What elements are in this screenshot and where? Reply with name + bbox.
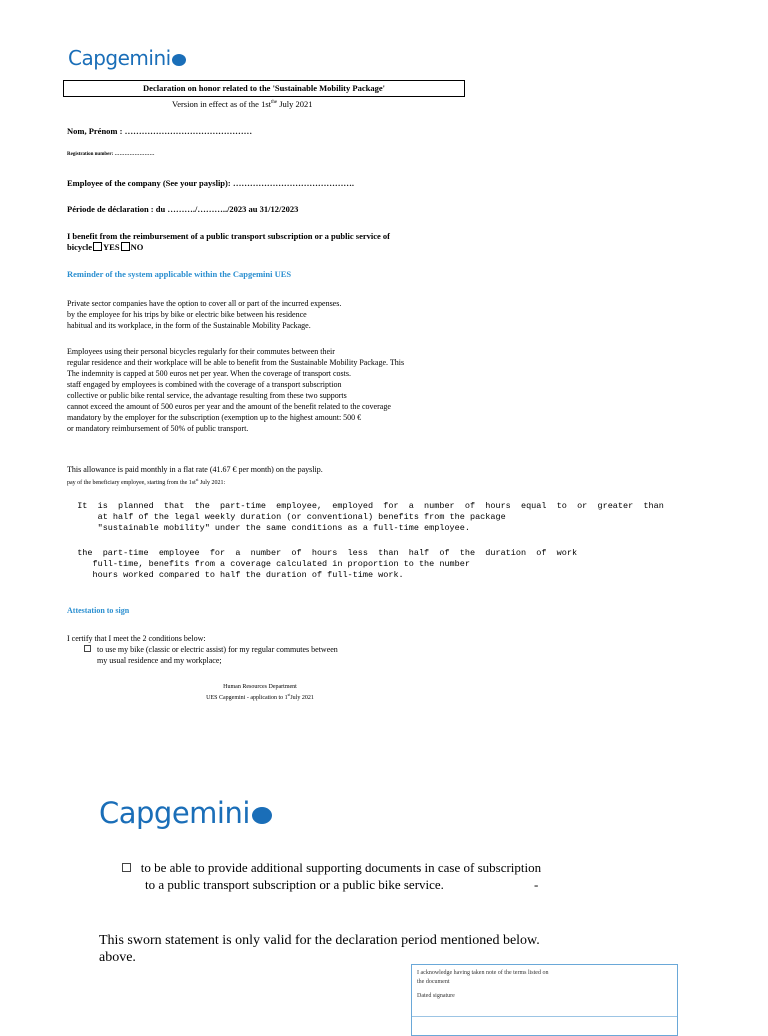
footer-sup: st bbox=[287, 692, 291, 697]
para2-line: regular residence and their workplace will be able to benefit from the Sustainable Mobility Package. This bbox=[67, 358, 405, 367]
allowance-sub-end: July 2021: bbox=[199, 480, 226, 486]
period-label: Période de déclaration : du ………./………../2023 au 31/12/2023 bbox=[67, 204, 299, 214]
para2-line: mandatory by the employer for the subscription (exemption up to the highest amount: 500 € bbox=[67, 413, 362, 422]
registration-field[interactable] bbox=[67, 152, 155, 157]
logo-mark-icon bbox=[252, 807, 272, 824]
condition2-line1 bbox=[122, 859, 541, 876]
document-title-text: Declaration on honor related to the 'Sustainable Mobility Package' bbox=[143, 83, 385, 93]
certify-line: I certify that I meet the 2 conditions below: bbox=[67, 634, 206, 643]
page1-footer bbox=[150, 683, 370, 702]
footer-application bbox=[150, 691, 370, 702]
para2-line: The indemnity is capped at 500 euros net per year. When the coverage of transport costs. bbox=[67, 369, 351, 378]
mono-block1-line: at half of the legal weekly duration (or conventional) benefits from the package bbox=[67, 512, 506, 522]
document-title bbox=[63, 80, 465, 97]
para2-line: Employees using their personal bicycles regularly for their commutes between their bbox=[67, 347, 335, 356]
para2-line: staff engaged by employees is combined with the coverage of a transport subscription bbox=[67, 380, 342, 389]
signature-box[interactable] bbox=[411, 964, 678, 1036]
reminder-heading: Reminder of the system applicable within the Capgemini UES bbox=[67, 269, 292, 279]
benefit-question-line2 bbox=[67, 242, 390, 253]
para2-line: or mandatory reimbursement of 50% of public transport. bbox=[67, 424, 249, 433]
mono-block1-line: It is planned that the part-time employee, employed for a number of hours equal to or greater than bbox=[67, 501, 664, 511]
signature-box-line1: I acknowledge having taken note of the terms listed on bbox=[417, 970, 549, 976]
para2-line: collective or public bike rental service, the advantage resulting from these two supports bbox=[67, 391, 347, 400]
mono-block2-line: full-time, benefits from a coverage calculated in proportion to the number bbox=[67, 559, 470, 569]
signature-label: Dated signature bbox=[417, 993, 455, 999]
benefit-question bbox=[67, 231, 390, 253]
period-field[interactable] bbox=[67, 204, 298, 215]
para2-line: cannot exceed the amount of 500 euros per year and the amount of the benefit related to the coverage bbox=[67, 402, 391, 411]
version-end: July 2021 bbox=[279, 98, 313, 109]
condition1-line1 bbox=[84, 644, 338, 655]
allowance-line: This allowance is paid monthly in a flat rate (41.67 € per month) on the payslip. bbox=[67, 465, 323, 474]
logo-mark-icon bbox=[172, 54, 186, 66]
registration-label: Registration number: …………………… bbox=[67, 152, 155, 157]
para2 bbox=[67, 346, 404, 434]
para1 bbox=[67, 298, 341, 331]
sworn-statement-line1: This sworn statement is only valid for the declaration period mentioned below. bbox=[99, 933, 540, 948]
logo-text: Capgemini bbox=[99, 796, 250, 830]
mono-block1 bbox=[67, 501, 768, 534]
condition2 bbox=[122, 859, 541, 893]
benefit-prefix: bicycle bbox=[67, 242, 93, 252]
mono-block2-line: hours worked compared to half the duration of full-time work. bbox=[67, 570, 404, 580]
sworn-statement-line2: above. bbox=[99, 950, 136, 965]
condition2-text-a: to be able to provide additional supporting documents in case of subscription bbox=[140, 860, 542, 875]
mono-block2 bbox=[67, 548, 768, 581]
version-text: Version in effect as of the 1st bbox=[172, 98, 271, 109]
sworn-statement bbox=[99, 932, 540, 966]
allowance-sub: pay of the beneficiary employee, starting from the $1st^{st}$ July 2021: bbox=[67, 477, 226, 486]
allowance-sub-text: pay of the beneficiary employee, starting from the 1st bbox=[67, 480, 196, 486]
version-sup: the bbox=[270, 100, 278, 105]
yes-label: YES bbox=[103, 242, 120, 252]
capgemini-logo-page2 bbox=[99, 796, 272, 830]
version-line bbox=[172, 97, 313, 110]
yes-checkbox[interactable] bbox=[93, 242, 102, 251]
signature-box-line2: the document bbox=[417, 979, 450, 985]
footer-department: Human Resources Department bbox=[223, 684, 297, 690]
condition1-text-b: my usual residence and my workplace; bbox=[97, 656, 222, 665]
para1-line: Private sector companies have the option to cover all or part of the incurred expenses. bbox=[67, 299, 342, 308]
condition2-line2: to a public transport subscription or a public bike service. - bbox=[145, 877, 539, 892]
name-field[interactable] bbox=[67, 126, 252, 137]
no-checkbox[interactable] bbox=[121, 242, 130, 251]
condition1-checkbox[interactable] bbox=[84, 645, 91, 652]
condition1-text-a: to use my bike (classic or electric assist) for my regular commutes between bbox=[97, 645, 338, 654]
benefit-question-line1: I benefit from the reimbursement of a public transport subscription or a public service of bbox=[67, 231, 390, 241]
footer-application-end: July 2021 bbox=[290, 695, 314, 701]
condition1 bbox=[84, 644, 338, 666]
mono-block1-line: "sustainable mobility" under the same conditions as a full-time employee. bbox=[67, 523, 470, 533]
name-label: Nom, Prénom : ……………………………………… bbox=[67, 126, 253, 136]
logo-text: Capgemini bbox=[68, 46, 171, 70]
attestation-heading: Attestation to sign bbox=[67, 606, 130, 615]
capgemini-logo bbox=[68, 46, 186, 70]
condition2-checkbox[interactable] bbox=[122, 863, 131, 872]
para1-line: by the employee for his trips by bike or electric bike between his residence bbox=[67, 310, 307, 319]
no-label: NO bbox=[130, 242, 144, 252]
employee-field[interactable] bbox=[67, 178, 354, 189]
signature-divider bbox=[412, 1016, 677, 1017]
employee-label: Employee of the company (See your payslip): ……………………………………. bbox=[67, 178, 354, 188]
para1-line: habitual and its workplace, in the form of the Sustainable Mobility Package. bbox=[67, 321, 311, 330]
condition2-text-b: to a public transport subscription or a public bike service. bbox=[145, 877, 444, 892]
footer-application-text: UES Capgemini - application to 1 bbox=[206, 695, 288, 701]
mono-block2-line: the part-time employee for a number of hours less than half of the duration of work bbox=[67, 548, 578, 558]
